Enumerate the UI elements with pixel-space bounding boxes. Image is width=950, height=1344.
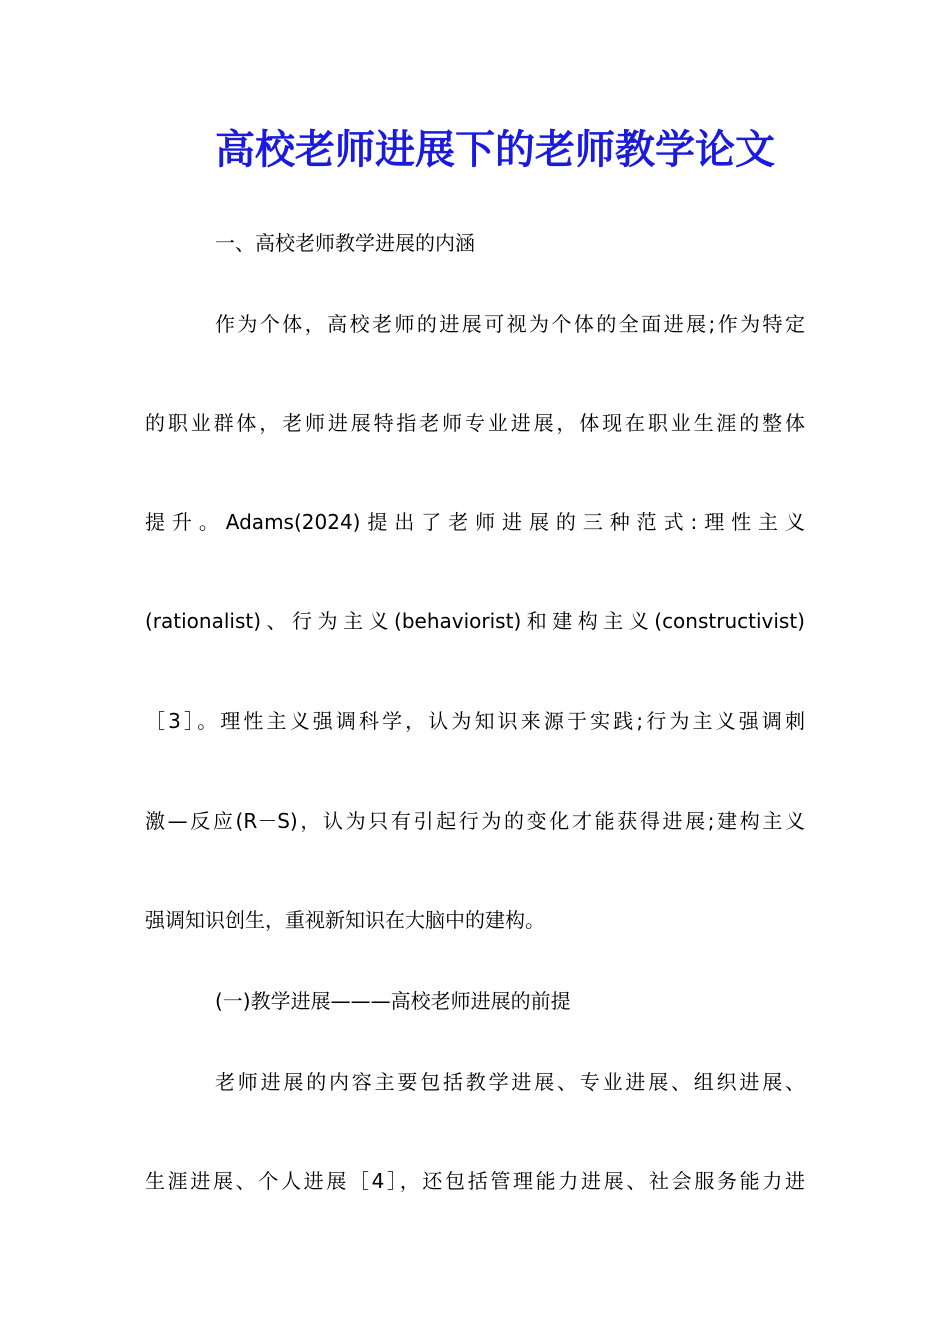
paragraph-line: 激—反应(R－S)，认为只有引起行为的变化才能获得进展;建构主义	[145, 809, 805, 833]
paragraph-line: (rationalist)、行为主义(behaviorist)和建构主义(constructivist)	[145, 609, 805, 633]
subsection-heading: (一)教学进展———高校老师进展的前提	[215, 989, 571, 1013]
paragraph-line: ［3］。理性主义强调科学，认为知识来源于实践;行为主义强调刺	[145, 709, 805, 733]
document-title: 高校老师进展下的老师教学论文	[215, 126, 775, 173]
paragraph-line: 提升。Adams(2024)提出了老师进展的三种范式:理性主义	[145, 510, 805, 534]
paragraph-line: 的职业群体，老师进展特指老师专业进展，体现在职业生涯的整体	[145, 411, 805, 435]
paragraph-line: 强调知识创生，重视新知识在大脑中的建构。	[145, 908, 545, 932]
paragraph-line: 老师进展的内容主要包括教学进展、专业进展、组织进展、	[215, 1070, 805, 1094]
paragraph-line: 生涯进展、个人进展［4］，还包括管理能力进展、社会服务能力进	[145, 1169, 805, 1193]
section-heading: 一、高校老师教学进展的内涵	[215, 231, 475, 255]
paragraph-line: 作为个体，高校老师的进展可视为个体的全面进展;作为特定	[215, 312, 805, 336]
